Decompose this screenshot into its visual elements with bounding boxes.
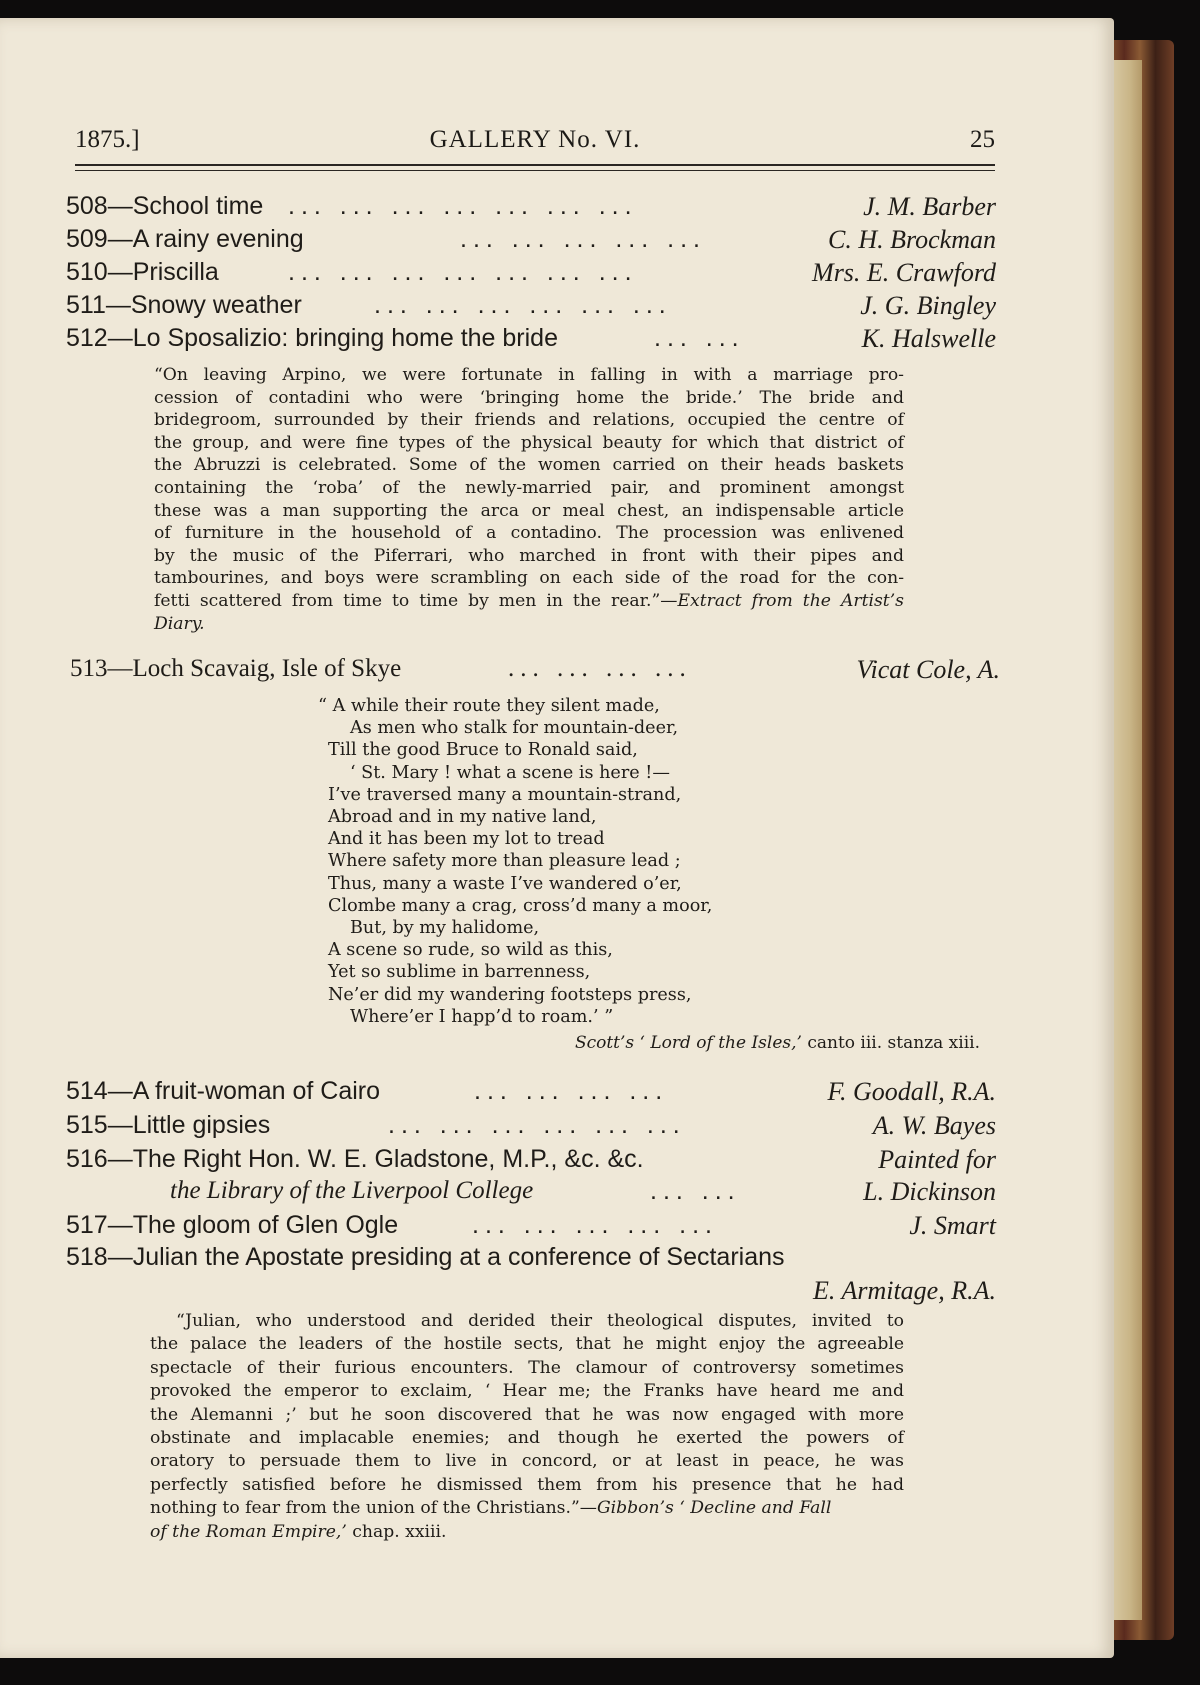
quote-line-text: nothing to fear from the union of the Christians.” bbox=[150, 1498, 580, 1519]
entry-title: 514—A fruit-woman of Cairo bbox=[66, 1077, 381, 1105]
entry-513 bbox=[70, 655, 1000, 689]
entry-509 bbox=[66, 225, 996, 259]
quote-line: these was a man supporting the arca or meal chest, an indispensable article bbox=[154, 500, 904, 521]
leader-dots: ... ... bbox=[650, 1177, 741, 1205]
quote-line: oratory to persuade them to live in concord, or at least in peace, he was bbox=[150, 1451, 904, 1472]
poem-line: And it has been my lot to tread bbox=[328, 829, 605, 850]
entry-artist: K. Halswelle bbox=[861, 324, 996, 353]
entry-artist: L. Dickinson bbox=[863, 1177, 996, 1206]
entry-artist: Vicat Cole, A. bbox=[856, 655, 1000, 684]
poem-513 bbox=[318, 695, 788, 1028]
quote-line: containing the ‘roba’ of the newly-married pair, and prominent amongst bbox=[154, 477, 904, 498]
entry-518 bbox=[66, 1243, 996, 1277]
quote-line: of furniture in the household of a contadino. The procession was enlivened bbox=[154, 523, 904, 544]
entry-title: 513—Loch Scavaig, Isle of Skye bbox=[70, 655, 402, 682]
poem-line: But, by my halidome, bbox=[350, 918, 540, 939]
entry-artist: J. M. Barber bbox=[863, 192, 996, 221]
entry-516 bbox=[66, 1145, 996, 1179]
poem-credit-source: Scott’s ‘ Lord of the Isles,’ bbox=[574, 1033, 802, 1053]
leader-dots: ... ... ... ... ... ... ... bbox=[288, 192, 638, 220]
quote-line: provoked the emperor to exclaim, ‘ Hear me; the Franks have heard me and bbox=[150, 1381, 904, 1402]
entry-painted-for: Painted for bbox=[878, 1145, 996, 1174]
quote-source-end: Diary. bbox=[154, 613, 205, 634]
leader-dots: ... ... ... ... ... bbox=[460, 225, 706, 253]
entry-512 bbox=[66, 324, 996, 358]
quote-source: of the Roman Empire,’ bbox=[150, 1521, 347, 1542]
header-rule-thin bbox=[75, 170, 995, 171]
entry-artist: Mrs. E. Crawford bbox=[812, 258, 996, 287]
entry-title: 516—The Right Hon. W. E. Gladstone, M.P., &c. &c. bbox=[66, 1145, 644, 1173]
entry-artist: A. W. Bayes bbox=[872, 1111, 996, 1140]
leader-dots: ... ... ... ... bbox=[508, 655, 692, 682]
book-page-edges bbox=[1112, 60, 1142, 1620]
entry-515 bbox=[66, 1111, 996, 1145]
entry-artist: C. H. Brockman bbox=[827, 225, 996, 254]
header-year: 1875.] bbox=[75, 126, 140, 153]
entry-510 bbox=[66, 258, 996, 292]
entry-518-artist bbox=[66, 1276, 996, 1310]
leader-dots: ... ... ... ... ... bbox=[472, 1211, 718, 1239]
entry-508 bbox=[66, 192, 996, 226]
entry-title: 509—A rainy evening bbox=[66, 225, 304, 253]
entry-artist: J. G. Bingley bbox=[860, 291, 996, 320]
quote-line: the Abruzzi is celebrated. Some of the women carried on their heads baskets bbox=[154, 455, 904, 476]
quote-chapter: chap. xxiii. bbox=[346, 1521, 447, 1542]
header-rule-thick bbox=[75, 164, 995, 166]
quote-line: by the music of the Piferrari, who marched in front with their pipes and bbox=[154, 545, 904, 566]
poem-line: ‘ St. Mary ! what a scene is here !— bbox=[350, 762, 670, 783]
quote-source: —Gibbon’s ‘ Decline and Fall bbox=[579, 1498, 832, 1519]
entry-title: 508—School time bbox=[66, 192, 264, 220]
header-title: GALLERY No. VI. bbox=[429, 126, 641, 153]
quote-line: the group, and were fine types of the physical beauty for which that district of bbox=[154, 432, 904, 453]
quote-line bbox=[154, 590, 904, 613]
quote-line bbox=[150, 1497, 904, 1520]
quote-line: tambourines, and boys were scrambling on each side of the road for the con- bbox=[154, 568, 904, 589]
entry-511 bbox=[66, 291, 996, 325]
poem-line: Yet so sublime in barrenness, bbox=[328, 962, 591, 983]
poem-line: As men who stalk for mountain-deer, bbox=[350, 718, 679, 739]
poem-line: Ne’er did my wandering footsteps press, bbox=[328, 984, 692, 1005]
entry-artist: F. Goodall, R.A. bbox=[827, 1077, 996, 1106]
entry-title: 518—Julian the Apostate presiding at a conference of Sectarians bbox=[66, 1243, 785, 1271]
quote-source: —Extract from the Artist’s bbox=[660, 590, 904, 611]
leader-dots: ... ... ... ... ... ... bbox=[388, 1111, 686, 1139]
entry-title: 511—Snowy weather bbox=[66, 291, 302, 319]
quote-512 bbox=[154, 364, 904, 635]
entry-title: 517—The gloom of Glen Ogle bbox=[66, 1211, 399, 1239]
poem-line: Where safety more than pleasure lead ; bbox=[328, 851, 681, 872]
quote-line: “On leaving Arpino, we were fortunate in falling in with a marriage pro- bbox=[154, 365, 904, 385]
poem-line: A scene so rude, so wild as this, bbox=[328, 940, 613, 961]
quote-line: bridegroom, surrounded by their friends and relations, occupied the centre of bbox=[154, 410, 904, 431]
leader-dots: ... ... ... ... bbox=[474, 1077, 669, 1105]
page-number: 25 bbox=[970, 126, 995, 153]
leader-dots: ... ... ... ... ... ... ... bbox=[288, 258, 638, 286]
poem-credit-canto: canto iii. stanza xiii. bbox=[801, 1033, 980, 1053]
poem-line: Where’er I happ’d to roam.’ ” bbox=[350, 1006, 614, 1027]
quote-line: spectacle of their furious encounters. The clamour of controversy sometimes bbox=[150, 1357, 904, 1378]
poem-line: Clombe many a crag, cross’d many a moor, bbox=[328, 895, 713, 916]
entry-title: 515—Little gipsies bbox=[66, 1111, 271, 1139]
quote-line: cession of contadini who were ‘bringing home the bride.’ The bride and bbox=[154, 387, 904, 408]
quote-line bbox=[150, 1521, 904, 1544]
running-header bbox=[75, 120, 995, 160]
poem-line: Till the good Bruce to Ronald said, bbox=[328, 740, 638, 761]
quote-line-text: fetti scattered from time to time by men in the rear.” bbox=[154, 590, 661, 611]
quote-line: perfectly satisfied before he dismissed them from his presence that he had bbox=[150, 1474, 904, 1495]
poem-line: “ A while their route they silent made, bbox=[318, 696, 660, 716]
quote-line: the palace the leaders of the hostile sects, that he might enjoy the agreeable bbox=[150, 1334, 904, 1355]
quote-line: obstinate and implacable enemies; and though he exerted the powers of bbox=[150, 1428, 904, 1449]
entry-517 bbox=[66, 1211, 996, 1245]
poem-line: I’ve traversed many a mountain-strand, bbox=[328, 784, 682, 805]
entry-516-continued bbox=[66, 1177, 996, 1211]
quote-line: the Alemanni ;’ but he soon discovered that he was now engaged with more bbox=[150, 1404, 904, 1425]
entry-artist: J. Smart bbox=[909, 1211, 996, 1240]
entry-title: 512—Lo Sposalizio: bringing home the bride bbox=[66, 324, 558, 352]
quote-line: “Julian, who understood and derided their theological disputes, invited to bbox=[176, 1311, 904, 1331]
quote-518 bbox=[150, 1310, 904, 1544]
entry-artist: E. Armitage, R.A. bbox=[813, 1276, 996, 1305]
entry-title: 510—Priscilla bbox=[66, 258, 219, 286]
leader-dots: ... ... bbox=[654, 324, 745, 352]
poem-line: Abroad and in my native land, bbox=[328, 807, 597, 828]
leader-dots: ... ... ... ... ... ... bbox=[374, 291, 672, 319]
entry-514 bbox=[66, 1077, 996, 1111]
poem-credit bbox=[575, 1033, 980, 1053]
poem-line: Thus, many a waste I’ve wandered o’er, bbox=[328, 873, 682, 894]
entry-title: the Library of the Liverpool College bbox=[170, 1177, 534, 1204]
